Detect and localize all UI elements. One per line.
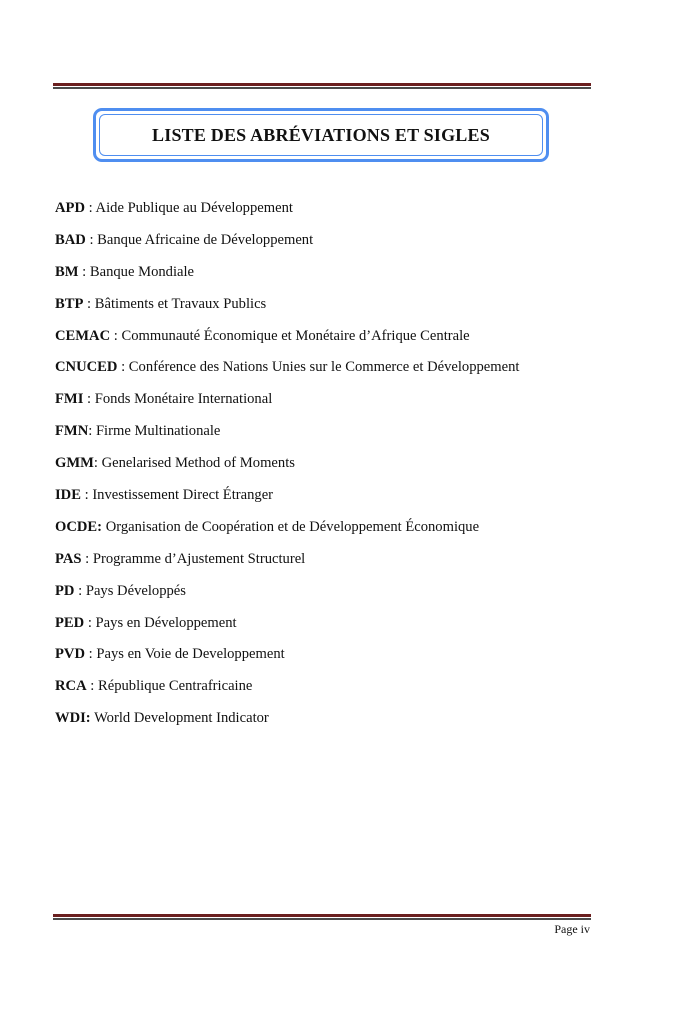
abbreviation: FMN xyxy=(55,423,89,440)
abbreviation: APD xyxy=(55,200,85,216)
list-item xyxy=(55,549,655,581)
abbreviation: IDE xyxy=(55,487,81,504)
definition: Pays Développés xyxy=(85,582,186,599)
separator: : xyxy=(117,359,129,376)
page-number: Page iv xyxy=(554,922,590,936)
list-item xyxy=(55,517,655,549)
abbreviation: GMM xyxy=(55,455,94,472)
list-item xyxy=(55,230,655,262)
list-item xyxy=(55,326,655,358)
list-item xyxy=(55,485,655,517)
definition: Pays en Voie de Developpement xyxy=(96,646,285,663)
abbreviation: PVD xyxy=(55,646,85,663)
list-item xyxy=(55,453,655,485)
separator: : xyxy=(80,487,93,504)
list-item xyxy=(55,198,655,230)
separator: : xyxy=(83,295,95,312)
definition: World Development Indicator xyxy=(94,710,269,727)
abbreviation: CEMAC xyxy=(55,327,111,344)
abbreviation: BM xyxy=(55,263,79,280)
abbreviation: RCA xyxy=(55,678,87,695)
definition: Communauté Économique et Monétaire d’Afrique Centrale xyxy=(121,327,470,344)
definition: Programme d’Ajustement Structurel xyxy=(92,550,306,567)
list-item xyxy=(55,581,655,613)
separator: : xyxy=(110,327,122,344)
page-title: LISTE DES ABRÉVIATIONS ET SIGLES xyxy=(152,124,490,145)
abbreviation: PED xyxy=(55,614,85,631)
separator: : xyxy=(86,678,98,695)
title-box-inner xyxy=(99,114,543,156)
abbreviation: WDI: xyxy=(55,710,91,727)
definition: Bâtiments et Travaux Publics xyxy=(94,295,267,312)
separator: : xyxy=(83,391,95,408)
abbreviation: BTP xyxy=(55,295,84,312)
definition: Conférence des Nations Unies sur le Commerce et Développement xyxy=(128,359,520,376)
list-item xyxy=(55,613,655,645)
title-box xyxy=(93,108,549,162)
separator: : xyxy=(85,231,98,248)
definition: Firme Multinationale xyxy=(95,423,221,440)
separator: : xyxy=(84,614,96,631)
definition: Pays en Développement xyxy=(95,614,237,631)
separator: : xyxy=(78,263,90,280)
separator: : xyxy=(88,423,96,440)
separator: : xyxy=(85,646,97,663)
list-item xyxy=(55,262,655,294)
list-item xyxy=(55,294,655,326)
definition: Aide Publique au Développement xyxy=(95,200,293,216)
list-item xyxy=(55,676,655,708)
separator: : xyxy=(93,455,102,472)
abbreviation: PAS xyxy=(55,550,82,567)
list-item xyxy=(55,708,655,740)
abbreviation: OCDE: xyxy=(55,518,103,535)
separator: : xyxy=(85,200,96,216)
definition: Genelarised Method of Moments xyxy=(101,455,295,472)
footer-rule xyxy=(53,914,591,920)
abbreviation: PD xyxy=(55,582,75,599)
list-item xyxy=(55,389,655,421)
list-item xyxy=(55,421,655,453)
definition: République Centrafricaine xyxy=(97,678,253,695)
abbreviation: FMI xyxy=(55,391,84,408)
header-rule xyxy=(53,83,591,89)
definition: Banque Africaine de Développement xyxy=(97,231,314,248)
definition: Banque Mondiale xyxy=(89,263,195,280)
list-item xyxy=(55,644,655,676)
abbreviation-list xyxy=(55,198,655,740)
definition: Fonds Monétaire International xyxy=(94,391,273,408)
definition: Organisation de Coopération et de Développement Économique xyxy=(105,518,480,535)
abbreviation: CNUCED xyxy=(55,359,118,376)
abbreviation: BAD xyxy=(55,231,86,248)
list-item xyxy=(55,357,655,389)
separator: : xyxy=(74,582,86,599)
definition: Investissement Direct Étranger xyxy=(92,487,274,504)
separator: : xyxy=(81,550,93,567)
